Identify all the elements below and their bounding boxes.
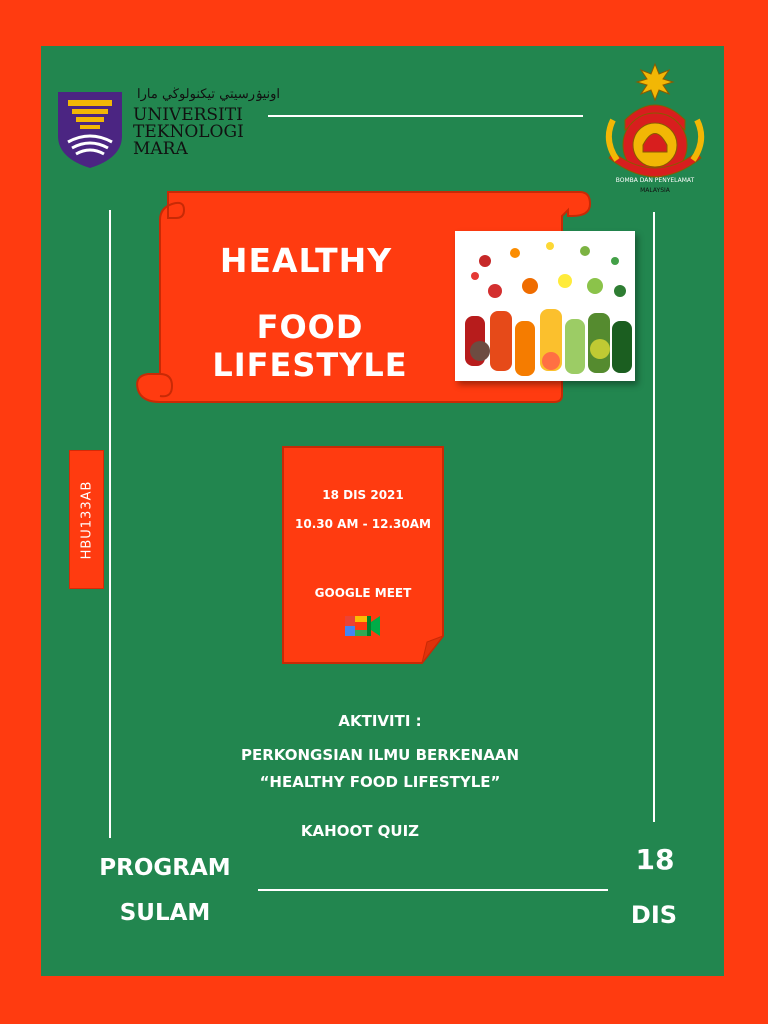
program-label-line2: SULAM xyxy=(119,900,211,926)
event-platform: GOOGLE MEET xyxy=(314,586,412,600)
crest-country: MALAYSIA xyxy=(640,187,670,194)
activity-heading: AKTIVITI : xyxy=(338,712,422,730)
activity-line2: “HEALTHY FOOD LIFESTYLE” xyxy=(259,773,501,791)
activity-line3: KAHOOT QUIZ xyxy=(300,822,420,840)
course-code-text: HBU133AB xyxy=(79,480,94,559)
google-meet-icon xyxy=(345,612,381,640)
right-vertical-line xyxy=(653,212,655,822)
event-date: 18 DIS 2021 xyxy=(322,488,404,502)
uitm-name-line1: UNIVERSITI xyxy=(133,105,243,125)
crest-motto: BOMBA DAN PENYELAMAT xyxy=(615,177,695,184)
uitm-name-line3: MARA xyxy=(133,139,188,159)
uitm-name xyxy=(133,107,244,158)
banner-title-line2: FOOD LIFESTYLE xyxy=(212,308,408,384)
banner-title-line1: HEALTHY xyxy=(219,241,393,280)
top-divider xyxy=(268,115,583,117)
footer-month: DIS xyxy=(630,901,678,929)
uitm-name-line2: TEKNOLOGI xyxy=(133,122,244,142)
activity-line1: PERKONGSIAN ILMU BERKENAAN xyxy=(240,746,520,764)
bottom-divider xyxy=(258,889,608,891)
left-vertical-line xyxy=(109,210,111,838)
uitm-jawi-text: اونيۏرسيتي تيكنولوڬي مارا xyxy=(137,87,281,102)
bomba-crest xyxy=(603,60,707,198)
footer-day: 18 xyxy=(635,843,675,876)
program-label-line1: PROGRAM xyxy=(99,855,231,881)
vegetables-photo xyxy=(455,231,635,381)
event-time: 10.30 AM - 12.30AM xyxy=(295,517,431,531)
course-code-tag xyxy=(69,450,104,589)
